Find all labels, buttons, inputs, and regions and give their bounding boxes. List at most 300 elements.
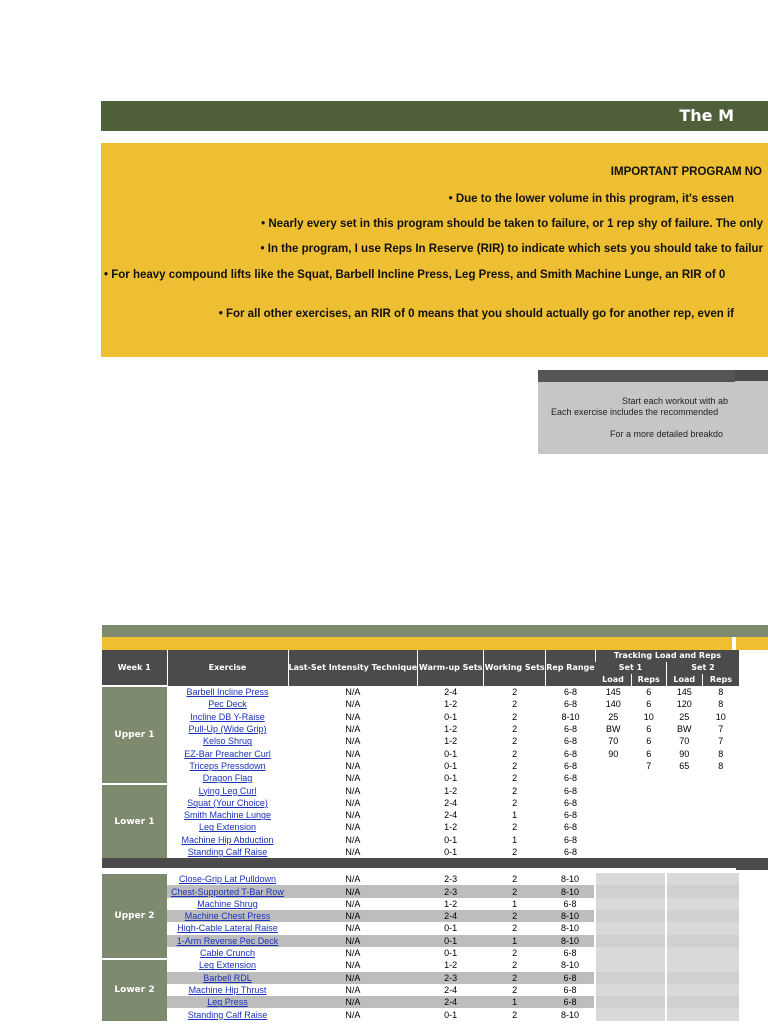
exercise-cell (167, 747, 288, 759)
set1-reps-cell[interactable]: 6 (646, 699, 652, 710)
working-sets-cell: 2 (512, 785, 518, 796)
table-row (102, 885, 739, 897)
set1-input[interactable] (595, 959, 666, 971)
exercise-cell (167, 984, 288, 996)
table-row (102, 910, 739, 922)
exercise-cell (167, 972, 288, 984)
warmup-cell: 0-1 (444, 1009, 458, 1020)
set1-reps-cell[interactable]: 6 (646, 748, 652, 759)
warmup-cell: 0-1 (418, 935, 484, 947)
warmup-cell: 2-3 (444, 874, 458, 885)
working-sets-cell: 2 (484, 972, 546, 984)
rep-range-cell: 6-8 (563, 748, 577, 759)
col-reps: Reps (702, 674, 739, 686)
exercise-cell (167, 698, 288, 710)
set2-reps-cell[interactable]: 8 (718, 699, 724, 710)
table-row (102, 935, 739, 947)
technique-cell: N/A (288, 972, 418, 984)
exercise-link[interactable]: Cable Crunch (199, 948, 256, 959)
set1-load-cell[interactable] (595, 760, 631, 772)
set1-load-cell[interactable]: BW (605, 724, 621, 735)
technique-cell: N/A (345, 785, 361, 796)
technique-cell: N/A (345, 736, 361, 747)
set1-input[interactable] (595, 898, 666, 910)
set2-load-cell[interactable] (666, 797, 702, 809)
set1-load-cell[interactable]: 145 (605, 687, 621, 698)
rep-range-cell: 6-8 (563, 810, 577, 821)
note-line: • In the program, I use Reps In Reserve (RIR) to indicate which sets you should take to failur (260, 243, 763, 255)
exercise-link[interactable]: Leg Extension (198, 822, 257, 833)
set2-load-cell[interactable] (666, 784, 702, 796)
exercise-link[interactable]: Barbell RDL (203, 972, 252, 983)
warmup-cell: 1-2 (444, 785, 458, 796)
warmup-cell: 2-3 (418, 885, 484, 897)
working-sets-cell: 2 (512, 948, 518, 959)
table-row (102, 972, 739, 984)
exercise-link[interactable]: Machine Shrug (197, 898, 258, 909)
set1-reps-cell[interactable]: 6 (646, 724, 652, 735)
exercise-cell (167, 1008, 288, 1020)
set2-load-cell[interactable]: 65 (679, 760, 690, 771)
set1-input[interactable] (595, 996, 666, 1008)
set2-reps-cell[interactable]: 8 (718, 760, 724, 771)
technique-cell: N/A (345, 687, 361, 698)
technique-cell: N/A (345, 898, 361, 909)
exercise-link[interactable]: Lying Leg Curl (198, 785, 257, 796)
technique-cell: N/A (345, 810, 361, 821)
warmup-cell: 1-2 (444, 736, 458, 747)
exercise-link[interactable]: Kelso Shrug (202, 736, 253, 747)
rep-range-cell: 8-10 (560, 874, 579, 885)
workout-info-panel (538, 370, 768, 454)
working-sets-cell: 2 (512, 797, 518, 808)
technique-cell: N/A (345, 948, 361, 959)
set1-load-cell[interactable]: 90 (608, 748, 619, 759)
table-row (102, 959, 739, 971)
exercise-link[interactable]: Leg Press (207, 997, 248, 1008)
set1-input[interactable] (595, 885, 666, 897)
rep-range-cell: 8-10 (560, 960, 579, 971)
exercise-cell (167, 846, 288, 858)
set1-input[interactable] (595, 984, 666, 996)
technique-cell: N/A (345, 748, 361, 759)
working-sets-cell: 2 (484, 885, 546, 897)
set2-load-cell[interactable]: 25 (679, 711, 690, 722)
warmup-cell: 0-1 (444, 847, 458, 857)
working-sets-cell: 2 (512, 711, 518, 722)
col-week: Week 1 (102, 650, 167, 686)
exercise-link[interactable]: Leg Extension (198, 960, 257, 971)
set1-input[interactable] (595, 922, 666, 934)
working-sets-cell: 2 (512, 960, 518, 971)
technique-cell: N/A (345, 699, 361, 710)
warmup-cell: 2-4 (444, 984, 458, 995)
exercise-link[interactable]: Pec Deck (208, 699, 247, 710)
col-load: Load (666, 674, 702, 686)
info-line: For a more detailed breakdo (610, 429, 724, 439)
warmup-cell: 2-4 (418, 910, 484, 922)
table-row (102, 922, 739, 934)
exercise-link[interactable]: 1-Arm Reverse Pec Deck (176, 935, 279, 946)
table-row (102, 735, 739, 747)
col-technique: Last-Set Intensity Technique (288, 650, 418, 686)
set1-load-cell[interactable] (595, 834, 631, 846)
warmup-cell: 1-2 (444, 822, 458, 833)
exercise-cell (167, 959, 288, 971)
rep-range-cell: 8-10 (546, 885, 596, 897)
set1-reps-cell[interactable]: 10 (643, 711, 654, 722)
col-exercise: Exercise (167, 650, 288, 686)
exercise-link[interactable]: Squat (Your Choice) (187, 797, 268, 808)
set2-reps-cell[interactable]: 7 (718, 736, 724, 747)
rep-range-cell: 6-8 (563, 736, 577, 747)
working-sets-cell: 2 (512, 984, 518, 995)
set2-input[interactable] (666, 873, 739, 885)
set1-reps-cell[interactable] (631, 797, 666, 809)
exercise-cell (167, 873, 288, 885)
exercise-link[interactable]: High-Cable Lateral Raise (177, 923, 278, 934)
week-separator-bar (102, 858, 739, 868)
table-row (102, 772, 739, 784)
set2-input[interactable] (666, 947, 739, 959)
set2-reps-cell[interactable] (702, 797, 739, 809)
set2-input[interactable] (666, 959, 739, 971)
set2-input[interactable] (666, 984, 739, 996)
exercise-cell (167, 772, 288, 784)
exercise-cell (167, 996, 288, 1008)
technique-cell: N/A (288, 910, 418, 922)
table-row (102, 809, 739, 821)
set2-reps-cell[interactable] (702, 772, 739, 784)
exercise-cell (167, 784, 288, 796)
warmup-cell: 2-4 (444, 687, 458, 698)
table-row (102, 947, 739, 959)
technique-cell: N/A (345, 984, 361, 995)
set1-reps-cell[interactable]: 6 (646, 687, 652, 698)
exercise-link[interactable]: Chest-Supported T-Bar Row (171, 886, 284, 897)
working-sets-cell: 2 (512, 736, 518, 747)
day-label: Upper 1 (102, 686, 167, 784)
set1-load-cell[interactable]: 70 (608, 736, 619, 747)
exercise-link[interactable]: Standing Calf Raise (187, 1009, 268, 1020)
rep-range-cell: 6-8 (563, 984, 577, 995)
exercise-link[interactable]: EZ-Bar Preacher Curl (184, 748, 271, 759)
warmup-cell: 0-1 (444, 711, 458, 722)
set2-reps-cell[interactable] (702, 834, 739, 846)
set2-reps-cell[interactable] (702, 821, 739, 833)
warmup-cell: 1-2 (444, 724, 458, 735)
set2-input[interactable] (666, 898, 739, 910)
technique-cell: N/A (288, 935, 418, 947)
set2-reps-cell[interactable]: 10 (715, 711, 726, 722)
info-line: Each exercise includes the recommended (551, 407, 719, 417)
set1-input[interactable] (595, 947, 666, 959)
set1-input[interactable] (595, 910, 666, 922)
set1-input[interactable] (595, 873, 666, 885)
working-sets-cell: 2 (512, 773, 518, 784)
notes-heading: IMPORTANT PROGRAM NO (610, 166, 762, 178)
set1-reps-cell[interactable] (631, 821, 666, 833)
workout-table (102, 650, 739, 1021)
exercise-link[interactable]: Machine Hip Abduction (181, 834, 274, 845)
rep-range-cell: 8-10 (546, 910, 596, 922)
table-row (102, 996, 739, 1008)
set2-load-cell[interactable]: 120 (676, 699, 692, 710)
exercise-link[interactable]: Standing Calf Raise (187, 847, 268, 857)
exercise-link[interactable]: Barbell Incline Press (186, 687, 269, 698)
set1-load-cell[interactable]: 140 (605, 699, 621, 710)
rep-range-cell: 6-8 (563, 699, 577, 710)
set2-input[interactable] (666, 1008, 739, 1020)
rep-range-cell: 8-10 (561, 711, 580, 722)
week-separator-right (736, 858, 768, 870)
exercise-cell (167, 910, 288, 922)
table-row (102, 984, 739, 996)
exercise-cell (167, 834, 288, 846)
table-row (102, 711, 739, 723)
col-reps: Reps (631, 674, 666, 686)
set2-input[interactable] (666, 885, 739, 897)
col-set1: Set 1 (595, 662, 666, 674)
day-label: Lower 2 (102, 959, 167, 1020)
rep-range-cell: 6-8 (563, 834, 577, 845)
set2-load-cell[interactable] (666, 772, 702, 784)
table-row (102, 797, 739, 809)
working-sets-cell: 2 (512, 822, 518, 833)
working-sets-cell: 1 (484, 935, 546, 947)
set2-reps-cell[interactable]: 8 (718, 687, 724, 698)
technique-cell: N/A (345, 923, 361, 934)
exercise-link[interactable]: Pull-Up (Wide Grip) (188, 724, 267, 735)
table-row (102, 784, 739, 796)
set2-reps-cell[interactable] (702, 784, 739, 796)
set1-reps-cell[interactable] (631, 809, 666, 821)
working-sets-cell: 2 (512, 699, 518, 710)
note-line: • For all other exercises, an RIR of 0 means that you should actually go for another rep, even if (218, 308, 734, 320)
set2-load-cell[interactable]: 70 (679, 736, 690, 747)
working-sets-cell: 2 (512, 760, 518, 771)
warmup-cell: 0-1 (444, 760, 458, 771)
exercise-cell (167, 947, 288, 959)
rep-range-cell: 6-8 (563, 785, 577, 796)
table-top-band (102, 625, 768, 637)
set1-load-cell[interactable] (595, 821, 631, 833)
technique-cell: N/A (345, 773, 361, 784)
set1-load-cell[interactable] (595, 846, 631, 858)
technique-cell: N/A (345, 847, 361, 857)
exercise-cell (167, 735, 288, 747)
working-sets-cell: 1 (512, 898, 518, 909)
set1-load-cell[interactable]: 25 (608, 711, 619, 722)
exercise-link[interactable]: Close-Grip Lat Pulldown (178, 874, 277, 885)
working-sets-cell: 2 (512, 847, 518, 857)
set1-reps-cell[interactable]: 7 (646, 760, 652, 771)
program-title: The M (679, 106, 734, 125)
set1-reps-cell[interactable] (631, 846, 666, 858)
rep-range-cell: 6-8 (563, 797, 577, 808)
technique-cell: N/A (288, 996, 418, 1008)
technique-cell: N/A (288, 885, 418, 897)
set1-input[interactable] (595, 935, 666, 947)
exercise-cell (167, 922, 288, 934)
set2-reps-cell[interactable]: 8 (718, 748, 724, 759)
working-sets-cell: 2 (484, 910, 546, 922)
technique-cell: N/A (345, 834, 361, 845)
table-yellow-band-right (736, 637, 768, 650)
warmup-cell: 2-4 (418, 996, 484, 1008)
set1-reps-cell[interactable] (631, 834, 666, 846)
warmup-cell: 2-4 (444, 810, 458, 821)
set1-load-cell[interactable] (595, 784, 631, 796)
working-sets-cell: 2 (512, 748, 518, 759)
table-yellow-band (102, 637, 732, 650)
col-working: Working Sets (484, 650, 546, 686)
col-load: Load (595, 674, 631, 686)
technique-cell: N/A (345, 797, 361, 808)
rep-range-cell: 6-8 (563, 773, 577, 784)
exercise-cell (167, 898, 288, 910)
set2-load-cell[interactable] (666, 809, 702, 821)
exercise-link[interactable]: Incline DB Y-Raise (190, 711, 265, 722)
table-row (102, 1008, 739, 1020)
exercise-link[interactable]: Machine Hip Thrust (188, 984, 267, 995)
working-sets-cell: 1 (512, 810, 518, 821)
set2-input[interactable] (666, 996, 739, 1008)
warmup-cell: 0-1 (444, 834, 458, 845)
rep-range-cell: 8-10 (560, 1009, 579, 1020)
technique-cell: N/A (345, 760, 361, 771)
table-row (102, 747, 739, 759)
info-header-bar-right (735, 370, 768, 381)
technique-cell: N/A (345, 1009, 361, 1020)
set2-load-cell[interactable] (666, 821, 702, 833)
warmup-cell: 1-2 (444, 898, 458, 909)
col-tracking: Tracking Load and Reps (595, 650, 739, 662)
exercise-cell (167, 821, 288, 833)
set2-input[interactable] (666, 922, 739, 934)
technique-cell: N/A (345, 711, 361, 722)
set2-load-cell[interactable] (666, 846, 702, 858)
week-separator (102, 858, 739, 868)
important-notes-panel (101, 143, 768, 357)
table-row (102, 873, 739, 885)
set1-reps-cell[interactable] (631, 784, 666, 796)
rep-range-cell: 6-8 (563, 687, 577, 698)
technique-cell: N/A (345, 874, 361, 885)
technique-cell: N/A (345, 724, 361, 735)
exercise-link[interactable]: Machine Chest Press (184, 911, 271, 922)
set2-load-cell[interactable]: 145 (676, 687, 692, 698)
table-row (102, 723, 739, 735)
set2-input[interactable] (666, 935, 739, 947)
technique-cell: N/A (345, 960, 361, 971)
day-label: Upper 2 (102, 873, 167, 959)
rep-range-cell: 6-8 (563, 724, 577, 735)
col-warmup: Warm-up Sets (418, 650, 484, 686)
set2-load-cell[interactable]: BW (676, 724, 692, 735)
set1-load-cell[interactable] (595, 797, 631, 809)
rep-range-cell: 8-10 (560, 923, 579, 934)
set1-input[interactable] (595, 1008, 666, 1020)
working-sets-cell: 2 (512, 1009, 518, 1020)
program-title-bar (101, 101, 768, 131)
exercise-link[interactable]: Dragon Flag (202, 773, 253, 784)
warmup-cell: 2-4 (444, 797, 458, 808)
warmup-cell: 0-1 (444, 748, 458, 759)
rep-range-cell: 6-8 (563, 847, 577, 857)
warmup-cell: 1-2 (444, 960, 458, 971)
set1-load-cell[interactable] (595, 809, 631, 821)
set2-input[interactable] (666, 972, 739, 984)
working-sets-cell: 2 (512, 874, 518, 885)
table-row (102, 834, 739, 846)
exercise-cell (167, 885, 288, 897)
working-sets-cell: 1 (512, 834, 518, 845)
working-sets-cell: 2 (512, 687, 518, 698)
working-sets-cell: 2 (512, 923, 518, 934)
exercise-cell (167, 797, 288, 809)
set1-reps-cell[interactable] (631, 772, 666, 784)
warmup-cell: 0-1 (444, 948, 458, 959)
rep-range-cell: 6-8 (563, 948, 577, 959)
rep-range-cell: 6-8 (563, 760, 577, 771)
exercise-cell (167, 809, 288, 821)
technique-cell: N/A (345, 822, 361, 833)
table-row (102, 698, 739, 710)
note-line: • Nearly every set in this program should be taken to failure, or 1 rep shy of failure. The only (261, 218, 763, 230)
note-line: • Due to the lower volume in this program, it's essen (448, 193, 734, 205)
col-rep-range: Rep Range (546, 650, 596, 686)
day-label: Lower 1 (102, 784, 167, 858)
note-line: • For heavy compound lifts like the Squat, Barbell Incline Press, Leg Press, and Smith Machine Lunge, an RIR of 0 (104, 269, 726, 281)
rep-range-cell: 8-10 (546, 935, 596, 947)
table-row (102, 898, 739, 910)
exercise-cell (167, 686, 288, 698)
warmup-cell: 1-2 (444, 699, 458, 710)
exercise-cell (167, 723, 288, 735)
set1-input[interactable] (595, 972, 666, 984)
info-header-bar (538, 370, 735, 382)
exercise-cell (167, 760, 288, 772)
set2-reps-cell[interactable] (702, 809, 739, 821)
table-row (102, 846, 739, 858)
exercise-link[interactable]: Triceps Pressdown (189, 760, 266, 771)
set1-load-cell[interactable] (595, 772, 631, 784)
exercise-cell (167, 935, 288, 947)
warmup-cell: 0-1 (444, 773, 458, 784)
set2-reps-cell[interactable] (702, 846, 739, 858)
set2-input[interactable] (666, 910, 739, 922)
table-row (102, 686, 739, 698)
warmup-cell: 0-1 (444, 923, 458, 934)
working-sets-cell: 1 (484, 996, 546, 1008)
col-set2: Set 2 (666, 662, 739, 674)
set2-load-cell[interactable] (666, 834, 702, 846)
rep-range-cell: 6-8 (546, 996, 596, 1008)
table-row (102, 821, 739, 833)
set2-load-cell[interactable]: 90 (679, 748, 690, 759)
info-line: Start each workout with ab (622, 396, 729, 406)
rep-range-cell: 6-8 (546, 972, 596, 984)
set1-reps-cell[interactable]: 6 (646, 736, 652, 747)
working-sets-cell: 2 (512, 724, 518, 735)
exercise-cell (167, 711, 288, 723)
rep-range-cell: 6-8 (563, 822, 577, 833)
exercise-link[interactable]: Smith Machine Lunge (183, 810, 272, 821)
rep-range-cell: 6-8 (563, 898, 577, 909)
set2-reps-cell[interactable]: 7 (718, 724, 724, 735)
warmup-cell: 2-3 (418, 972, 484, 984)
